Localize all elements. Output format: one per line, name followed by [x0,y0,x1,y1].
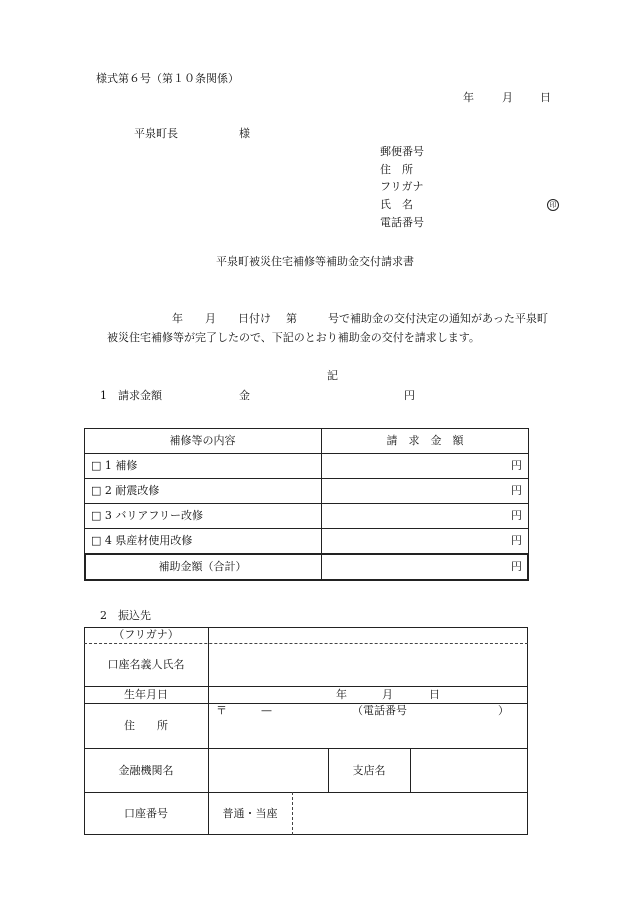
bank-postal-mark: 〒 [216,704,227,717]
date-year: 年 [463,91,474,104]
addressee-honorific: 様 [239,127,250,140]
bank-postal-dash: — [261,704,272,717]
body-month: 月 [205,312,216,325]
amount-total-yen: 円 [511,560,522,573]
bank-birth-year: 年 [336,688,347,701]
bank-holder-name: 口座名義人氏名 [107,658,185,671]
bank-furigana: （フリガナ） [113,628,179,641]
furigana-label: フリガナ [380,180,424,193]
section1-kin: 金 [239,389,250,402]
bank-birth-month: 月 [382,688,393,701]
bank-branch-name: 支店名 [352,764,386,777]
form-number: 様式第６号（第１０条関係） [96,72,239,85]
body-dated: 日付け [238,312,271,325]
date-month: 月 [502,91,513,104]
bank-address: 住 所 [124,719,168,732]
section1-label: 1 請求金額 [100,389,162,402]
amount-row-item: □ 3 バリアフリー改修 [91,509,203,522]
amount-header-amount: 請 求 金 額 [386,434,464,447]
bank-birth-day: 日 [429,688,440,701]
amount-row-yen: 円 [511,509,522,522]
bank-account-type: 普通・当座 [222,807,278,820]
bank-birthdate: 生年月日 [124,688,168,701]
date-day: 日 [540,91,551,104]
body-line1-rest: 号で補助金の交付決定の通知があった平泉町 [328,312,548,325]
amount-row-yen: 円 [511,484,522,497]
amount-row-item: □ 1 補修 [91,459,138,472]
amount-row-yen: 円 [511,459,522,472]
bank-account-number: 口座番号 [124,807,168,820]
postal-code-label: 郵便番号 [380,145,424,158]
name-label: 氏 名 [380,198,413,211]
address-label: 住 所 [380,163,413,176]
bank-phone: （電話番号 [352,704,407,717]
body-no: 第 [286,312,297,325]
document-title: 平泉町被災住宅補修等補助金交付請求書 [216,255,414,268]
ki-mark: 記 [327,369,338,382]
body-year: 年 [172,312,183,325]
phone-label: 電話番号 [380,216,424,229]
amount-row-item: □ 4 県産材使用改修 [91,534,193,547]
addressee-name: 平泉町長 [134,127,178,140]
bank-name: 金融機関名 [118,764,174,777]
section1-yen: 円 [404,389,415,402]
seal-mark: 印 [547,199,559,211]
amount-row-item: □ 2 耐震改修 [91,484,160,497]
bank-phone-close: ） [498,704,509,717]
amount-row-yen: 円 [511,534,522,547]
amount-total-label: 補助金額（合計） [158,560,247,573]
body-line2: 被災住宅補修等が完了したので、下記のとおり補助金の交付を請求します。 [107,331,480,344]
amount-header-item: 補修等の内容 [169,434,236,447]
section2-label: 2 振込先 [100,609,151,622]
